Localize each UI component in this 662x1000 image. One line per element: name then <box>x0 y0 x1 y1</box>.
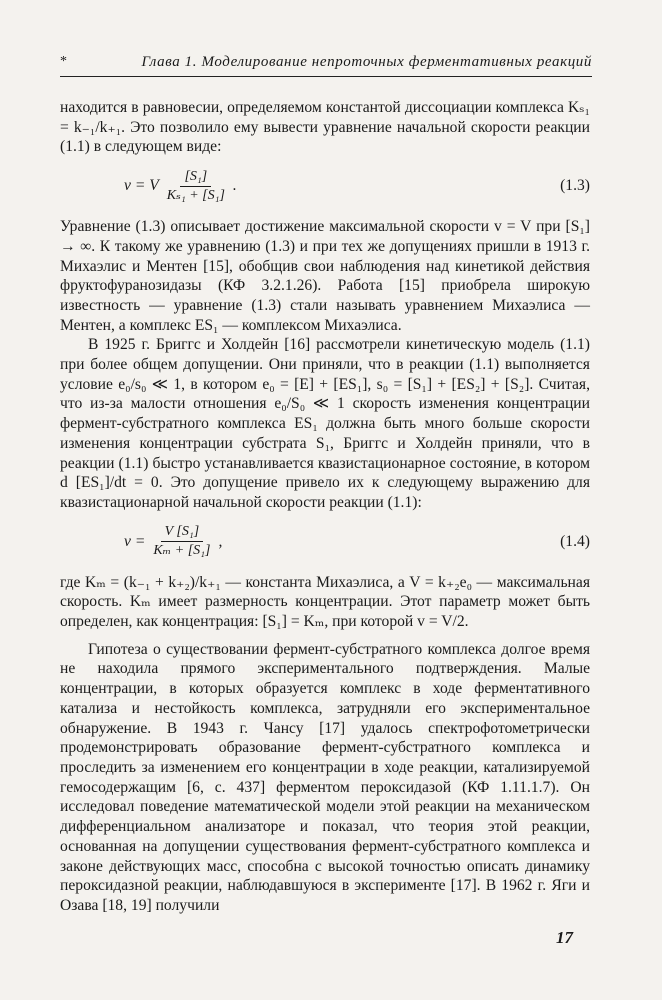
eq13-tail: . <box>232 177 237 195</box>
equation-1-3 <box>60 163 590 209</box>
eq14-tail: , <box>218 532 223 550</box>
eq13-lhs: v = V <box>124 177 159 195</box>
eq13-denominator: Kₛ₁ + [S₁] <box>166 187 225 203</box>
paragraph-1: находится в равновесии, определяемом константой диссоциации комплекса Kₛ₁ = k₋₁/k₊₁. Это позволило ему вывести уравнение начальной скорости реакции (1.1) в следующем виде: <box>60 99 590 156</box>
eq13-number: (1.3) <box>560 177 590 195</box>
eq13-fraction <box>163 168 229 205</box>
paragraph-3: В 1925 г. Бриггс и Холдейн [16] рассмотрели кинетическую модель (1.1) при более общем допущении. Они приняли, что в реакции (1.1) выполняется условие e₀/s₀ ≪ 1, в котором e₀ = [E] + [ES₁], s₀ = [S₁] + [ES₂] + [S₂]. Считая, что из-за малости отношения e₀/S₀ ≪ 1 скорость изменения концентрации фермент-субстратного комплекса ES₁ должна быть много больше скорости изменения концентрации субстрата S₁, Бриггс и Холдейн приняли, что в реакции (1.1) быстро устанавливается квазистационарное состояние, в котором d [ES₁]/dt = 0. Это допущение привело их к следующему выражению для квазистационарной начальной скорости реакции (1.1): <box>60 336 590 511</box>
paragraph-5: Гипотеза о существовании фермент-субстратного комплекса долгое время не находила прямого экспериментального подтверждения. Малые концентрации, в которых образуется комплекс в ходе ферментативного катализа и нестойкость комплекса, затрудняли его экспериментальное обнаружение. В 1943 г. Чансу [17] удалось спектрофотометрически продемонстрировать образование фермент-субстратного комплекса и проследить за изменением его концентрации в ходе реакции, катализируемой гемосодержащим [6, с. 437] ферментом пероксидазой (КФ 1.11.1.7). Он исследовал поведение математической модели этой реакции на механическом дифференциальном анализаторе и показал, что теория этой реакции, основанная на допущении существования фермент-субстратного комплекса и законе действующих масс, способна с высокой точностью описать динамику пероксидазной реакции, наблюдавшуюся в эксперименте [17]. В 1962 г. Яги и Озава [18, 19] получили <box>60 640 590 914</box>
equation-1-4 <box>60 519 590 565</box>
eq14-numerator: V [S₁] <box>161 523 204 542</box>
eq13-numerator: [S₁] <box>180 168 211 187</box>
page-number: 17 <box>556 928 573 947</box>
eq14-number: (1.4) <box>560 532 590 550</box>
eq14-denominator: Kₘ + [S₁] <box>153 543 211 559</box>
eq14-fraction <box>149 523 214 560</box>
running-header <box>60 52 592 77</box>
chapter-title: Глава 1. Моделирование непроточных ферментативных реакций <box>141 54 592 70</box>
page-body <box>60 98 590 916</box>
eq14-lhs: v = <box>124 532 146 550</box>
header-marker: * <box>60 54 68 69</box>
paragraph-4: где Kₘ = (k₋₁ + k₊₂)/k₊₁ — константа Михаэлиса, а V = k₊₂e₀ — максимальная скорость. Kₘ имеет размерность концентрации. Этот параметр может быть определен, как концентрация: [S₁] = Kₘ, при которой v = V/2. <box>60 573 590 631</box>
paragraph-2: Уравнение (1.3) описывает достижение максимальной скорости v = V при [S₁] → ∞. К такому же уравнению (1.3) и при тех же допущениях пришли в 1913 г. Михаэлис и Ментен [15], обобщив свои наблюдения над кинетикой действия фруктофуранозидазы (КФ 3.2.1.26). Работа [15] приобрела широкую известность — уравнение (1.3) стали называть уравнением Михаэлиса — Ментен, а комплекс ES₁ — комплексом Михаэлиса. <box>60 218 590 334</box>
